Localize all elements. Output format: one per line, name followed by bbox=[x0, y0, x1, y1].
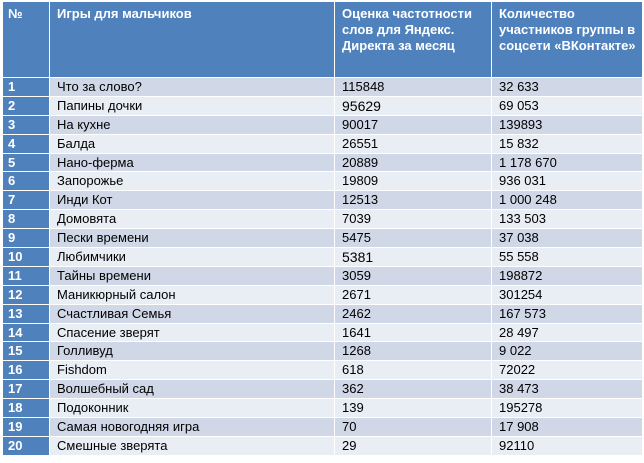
vk-members-cell: 32 633 bbox=[492, 78, 643, 97]
game-name-cell: Что за слово? bbox=[50, 78, 335, 97]
row-number: 4 bbox=[3, 134, 50, 153]
header-vk-members: Количество участников группы в соцсети «ВКонтакте» bbox=[492, 2, 643, 78]
search-frequency-cell: 1268 bbox=[335, 342, 492, 361]
row-number: 19 bbox=[3, 418, 50, 437]
search-frequency-cell: 70 bbox=[335, 418, 492, 437]
vk-members-cell: 195278 bbox=[492, 399, 643, 418]
header-game-name: Игры для мальчиков bbox=[50, 2, 335, 78]
vk-members-cell: 167 573 bbox=[492, 304, 643, 323]
search-frequency-cell: 2671 bbox=[335, 285, 492, 304]
search-frequency-cell: 29 bbox=[335, 436, 492, 455]
search-frequency-cell: 115848 bbox=[335, 78, 492, 97]
row-number: 5 bbox=[3, 153, 50, 172]
game-name-cell: Подоконник bbox=[50, 399, 335, 418]
table-row bbox=[3, 191, 643, 210]
row-number: 20 bbox=[3, 436, 50, 455]
vk-members-cell: 301254 bbox=[492, 285, 643, 304]
row-number: 8 bbox=[3, 210, 50, 229]
game-name-cell: Голливуд bbox=[50, 342, 335, 361]
search-frequency-cell: 19809 bbox=[335, 172, 492, 191]
row-number: 10 bbox=[3, 248, 50, 267]
vk-members-cell: 133 503 bbox=[492, 210, 643, 229]
search-frequency-cell: 20889 bbox=[335, 153, 492, 172]
search-frequency-cell: 12513 bbox=[335, 191, 492, 210]
table-body bbox=[3, 78, 643, 456]
game-name-cell: Домовята bbox=[50, 210, 335, 229]
vk-members-cell: 1 000 248 bbox=[492, 191, 643, 210]
table-row bbox=[3, 304, 643, 323]
table-row bbox=[3, 172, 643, 191]
table-row bbox=[3, 418, 643, 437]
row-number: 2 bbox=[3, 96, 50, 115]
game-name-cell: Волшебный сад bbox=[50, 380, 335, 399]
game-name-cell: Папины дочки bbox=[50, 96, 335, 115]
search-frequency-cell: 618 bbox=[335, 361, 492, 380]
vk-members-cell: 139893 bbox=[492, 115, 643, 134]
header-number: № bbox=[3, 2, 50, 78]
vk-members-cell: 69 053 bbox=[492, 96, 643, 115]
search-frequency-cell: 90017 bbox=[335, 115, 492, 134]
table-row bbox=[3, 229, 643, 248]
game-name-cell: Нано-ферма bbox=[50, 153, 335, 172]
row-number: 3 bbox=[3, 115, 50, 134]
game-name-cell: Запорожье bbox=[50, 172, 335, 191]
table-row bbox=[3, 153, 643, 172]
vk-members-cell: 1 178 670 bbox=[492, 153, 643, 172]
vk-members-cell: 55 558 bbox=[492, 248, 643, 267]
search-frequency-cell: 26551 bbox=[335, 134, 492, 153]
game-name-cell: Спасение зверят bbox=[50, 323, 335, 342]
table-row bbox=[3, 210, 643, 229]
search-frequency-cell: 95629 bbox=[335, 96, 492, 115]
table-row bbox=[3, 399, 643, 418]
vk-members-cell: 9 022 bbox=[492, 342, 643, 361]
game-name-cell: Смешные зверята bbox=[50, 436, 335, 455]
table-header-row bbox=[3, 2, 643, 78]
search-frequency-cell: 139 bbox=[335, 399, 492, 418]
vk-members-cell: 37 038 bbox=[492, 229, 643, 248]
game-name-cell: Любимчики bbox=[50, 248, 335, 267]
table-row bbox=[3, 361, 643, 380]
table-row bbox=[3, 323, 643, 342]
vk-members-cell: 72022 bbox=[492, 361, 643, 380]
table-row bbox=[3, 134, 643, 153]
game-name-cell: Балда bbox=[50, 134, 335, 153]
row-number: 1 bbox=[3, 78, 50, 97]
table-row bbox=[3, 285, 643, 304]
search-frequency-cell: 2462 bbox=[335, 304, 492, 323]
games-table bbox=[2, 1, 643, 456]
row-number: 9 bbox=[3, 229, 50, 248]
vk-members-cell: 15 832 bbox=[492, 134, 643, 153]
game-name-cell: Пески времени bbox=[50, 229, 335, 248]
game-name-cell: Инди Кот bbox=[50, 191, 335, 210]
game-name-cell: Самая новогодняя игра bbox=[50, 418, 335, 437]
vk-members-cell: 28 497 bbox=[492, 323, 643, 342]
row-number: 7 bbox=[3, 191, 50, 210]
table-row bbox=[3, 266, 643, 285]
game-name-cell: На кухне bbox=[50, 115, 335, 134]
table-row bbox=[3, 380, 643, 399]
search-frequency-cell: 3059 bbox=[335, 266, 492, 285]
game-name-cell: Маникюрный салон bbox=[50, 285, 335, 304]
table-row bbox=[3, 248, 643, 267]
table-row bbox=[3, 436, 643, 455]
game-name-cell: Fishdom bbox=[50, 361, 335, 380]
game-name-cell: Тайны времени bbox=[50, 266, 335, 285]
row-number: 18 bbox=[3, 399, 50, 418]
vk-members-cell: 198872 bbox=[492, 266, 643, 285]
search-frequency-cell: 7039 bbox=[335, 210, 492, 229]
row-number: 17 bbox=[3, 380, 50, 399]
vk-members-cell: 38 473 bbox=[492, 380, 643, 399]
row-number: 15 bbox=[3, 342, 50, 361]
table-row bbox=[3, 78, 643, 97]
row-number: 11 bbox=[3, 266, 50, 285]
row-number: 16 bbox=[3, 361, 50, 380]
row-number: 13 bbox=[3, 304, 50, 323]
row-number: 12 bbox=[3, 285, 50, 304]
vk-members-cell: 17 908 bbox=[492, 418, 643, 437]
search-frequency-cell: 5381 bbox=[335, 248, 492, 267]
header-search-frequency: Оценка частотности слов для Яндекс. Директа за месяц bbox=[335, 2, 492, 78]
table-row bbox=[3, 342, 643, 361]
search-frequency-cell: 5475 bbox=[335, 229, 492, 248]
table-row bbox=[3, 115, 643, 134]
row-number: 6 bbox=[3, 172, 50, 191]
row-number: 14 bbox=[3, 323, 50, 342]
vk-members-cell: 92110 bbox=[492, 436, 643, 455]
vk-members-cell: 936 031 bbox=[492, 172, 643, 191]
game-name-cell: Счастливая Семья bbox=[50, 304, 335, 323]
search-frequency-cell: 1641 bbox=[335, 323, 492, 342]
search-frequency-cell: 362 bbox=[335, 380, 492, 399]
table-row bbox=[3, 96, 643, 115]
